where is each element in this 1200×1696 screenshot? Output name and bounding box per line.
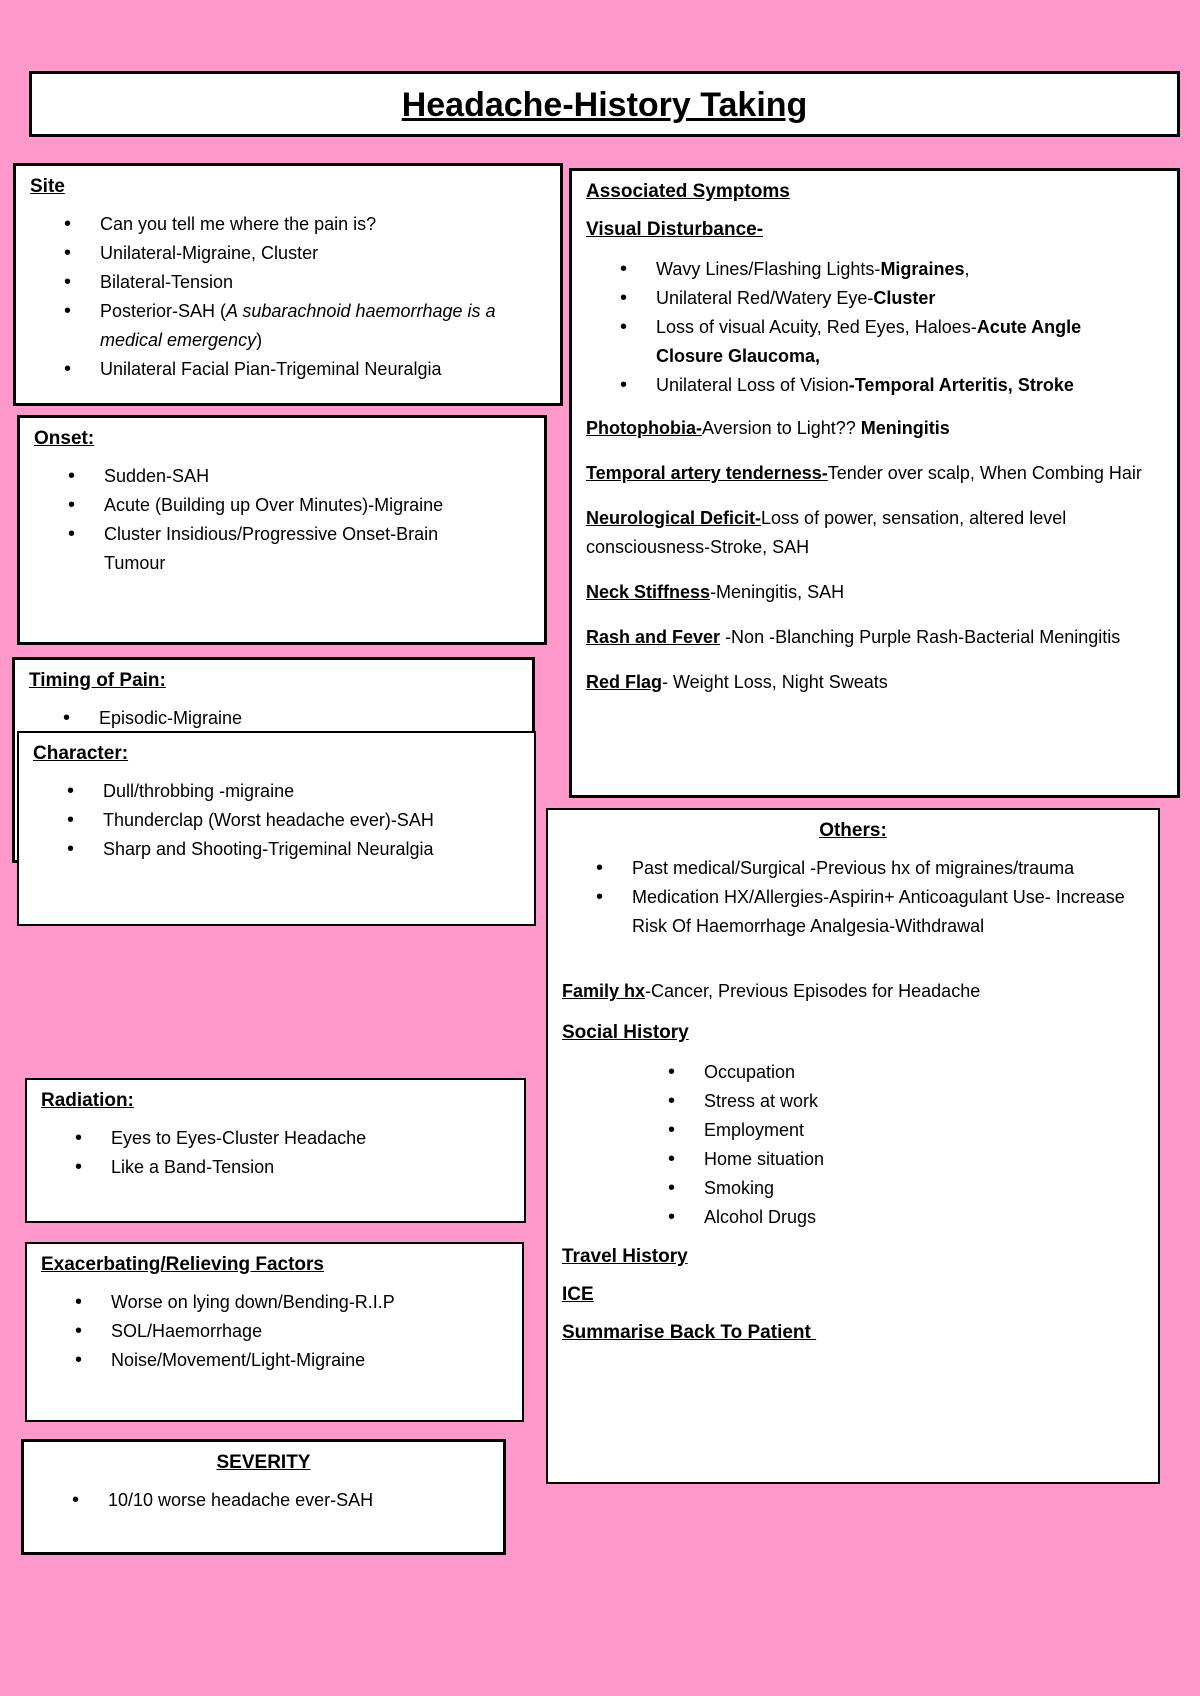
site-heading: Site	[30, 176, 65, 197]
list-item: • Noise/Movement/Light-Migraine	[27, 1346, 508, 1375]
list-item: • Cluster Insidious/Progressive Onset-Brain Tumour	[20, 520, 530, 578]
redflag-label: Red Flag	[586, 672, 663, 692]
visual-item-text: Unilateral Loss of Vision	[656, 375, 849, 395]
others-heading: Others:	[819, 820, 887, 841]
visual-list	[572, 255, 1163, 400]
list-item: • Medication HX/Allergies-Aspirin+ Anticoagulant Use- Increase Risk Of Haemorrhage Analgesia-Withdrawal	[548, 883, 1144, 941]
list-item: • SOL/Haemorrhage	[27, 1317, 508, 1346]
list-item: • Stress at work	[620, 1087, 1144, 1116]
visual-item-diagnosis: Migraines	[880, 259, 965, 279]
family-line	[562, 977, 1144, 1006]
radiation-box	[25, 1078, 526, 1223]
list-item: • Sudden-SAH	[20, 462, 530, 491]
photophobia-line	[586, 414, 1163, 443]
family-label: Family hx	[562, 981, 646, 1001]
factors-box	[25, 1242, 524, 1422]
visual-item-tail: ,	[815, 346, 821, 366]
visual-item-diagnosis: Acute Angle Closure Glaucoma	[656, 317, 1082, 366]
character-list	[19, 777, 520, 864]
radiation-heading: Radiation:	[41, 1090, 134, 1111]
posterior-note: A subarachnoid haemorrhage is a medical emergency	[100, 301, 496, 350]
severity-heading: SEVERITY	[216, 1452, 311, 1473]
neck-line	[586, 578, 1163, 607]
list-item: • Alcohol Drugs	[620, 1203, 1144, 1232]
list-item: • Like a Band-Tension	[27, 1153, 510, 1182]
summarise-heading: Summarise Back To Patient	[562, 1322, 817, 1343]
list-item: • Sharp and Shooting-Trigeminal Neuralgia	[19, 835, 520, 864]
onset-heading: Onset:	[34, 428, 95, 449]
list-item: • Worse on lying down/Bending-R.I.P	[27, 1288, 508, 1317]
radiation-list	[27, 1124, 510, 1182]
character-heading: Character:	[33, 743, 129, 764]
posterior-text: Posterior-SAH (	[100, 301, 227, 321]
list-item: • Unilateral Facial Pian-Trigeminal Neuralgia	[16, 355, 546, 384]
temporal-text: Tender over scalp, When Combing Hair	[827, 463, 1142, 483]
severity-list	[24, 1486, 489, 1515]
list-item	[572, 313, 1163, 371]
list-item	[572, 371, 1163, 400]
list-item: • Bilateral-Tension	[16, 268, 546, 297]
rash-label: Rash and Fever	[586, 627, 721, 647]
list-item	[572, 284, 1163, 313]
list-item: • Can you tell me where the pain is?	[16, 210, 546, 239]
visual-item-text: Unilateral Red/Watery Eye-	[656, 288, 874, 308]
social-heading: Social History	[562, 1022, 689, 1043]
list-item: • Dull/throbbing -migraine	[19, 777, 520, 806]
rash-text: -Non -Blanching Purple Rash-Bacterial Meningitis	[720, 627, 1121, 647]
visual-item-text: Wavy Lines/Flashing Lights-	[656, 259, 881, 279]
posterior-close: )	[256, 330, 263, 350]
neuro-text: Loss of power, sensation, altered level consciousness-Stroke, SAH	[586, 508, 1067, 557]
neck-label: Neck Stiffness	[586, 582, 711, 602]
timing-list	[15, 704, 518, 733]
list-item: • Home situation	[620, 1145, 1144, 1174]
neuro-line	[586, 504, 1163, 562]
list-item	[16, 297, 546, 355]
list-item: • Eyes to Eyes-Cluster Headache	[27, 1124, 510, 1153]
redflag-text: - Weight Loss, Night Sweats	[662, 672, 888, 692]
photophobia-diagnosis: Meningitis	[860, 418, 950, 438]
travel-heading: Travel History	[562, 1246, 688, 1267]
onset-box	[17, 415, 547, 645]
family-text: -Cancer, Previous Episodes for Headache	[645, 981, 981, 1001]
temporal-label: Temporal artery tenderness-	[586, 463, 828, 483]
site-list	[16, 210, 546, 384]
list-item: • 10/10 worse headache ever-SAH	[24, 1486, 489, 1515]
list-item	[572, 255, 1163, 284]
list-item: • Acute (Building up Over Minutes)-Migraine	[20, 491, 530, 520]
factors-list	[27, 1288, 508, 1375]
photophobia-text: Aversion to Light??	[701, 418, 861, 438]
site-box	[13, 163, 563, 406]
factors-heading: Exacerbating/Relieving Factors	[41, 1254, 324, 1275]
severity-box	[21, 1439, 506, 1555]
character-box	[17, 731, 536, 926]
visual-item-tail: ,	[964, 259, 970, 279]
list-item: • Unilateral-Migraine, Cluster	[16, 239, 546, 268]
timing-heading: Timing of Pain:	[29, 670, 166, 691]
neck-text: -Meningitis, SAH	[710, 582, 845, 602]
redflag-line	[586, 668, 1163, 697]
visual-item-text: Loss of visual Acuity, Red Eyes, Haloes-	[656, 317, 977, 337]
associated-heading: Associated Symptoms	[586, 181, 790, 202]
visual-heading: Visual Disturbance-	[586, 219, 764, 240]
list-item: • Past medical/Surgical -Previous hx of migraines/trauma	[548, 854, 1144, 883]
onset-list	[20, 462, 530, 578]
title-box	[29, 71, 1180, 137]
list-item: • Thunderclap (Worst headache ever)-SAH	[19, 806, 520, 835]
visual-item-diagnosis: Cluster	[873, 288, 936, 308]
photophobia-label: Photophobia-	[586, 418, 702, 438]
rash-line	[586, 623, 1163, 652]
neuro-label: Neurological Deficit-	[586, 508, 762, 528]
associated-box	[569, 168, 1180, 798]
page-title: Headache-History Taking	[401, 86, 808, 124]
list-item: • Smoking	[620, 1174, 1144, 1203]
list-item: • Episodic-Migraine	[15, 704, 518, 733]
list-item: • Employment	[620, 1116, 1144, 1145]
social-list	[620, 1058, 1144, 1232]
temporal-line	[586, 459, 1163, 488]
list-item: • Occupation	[620, 1058, 1144, 1087]
ice-heading: ICE	[562, 1284, 594, 1305]
visual-item-diagnosis: -Temporal Arteritis, Stroke	[848, 375, 1074, 395]
others-box	[546, 808, 1160, 1484]
others-list	[548, 854, 1144, 941]
